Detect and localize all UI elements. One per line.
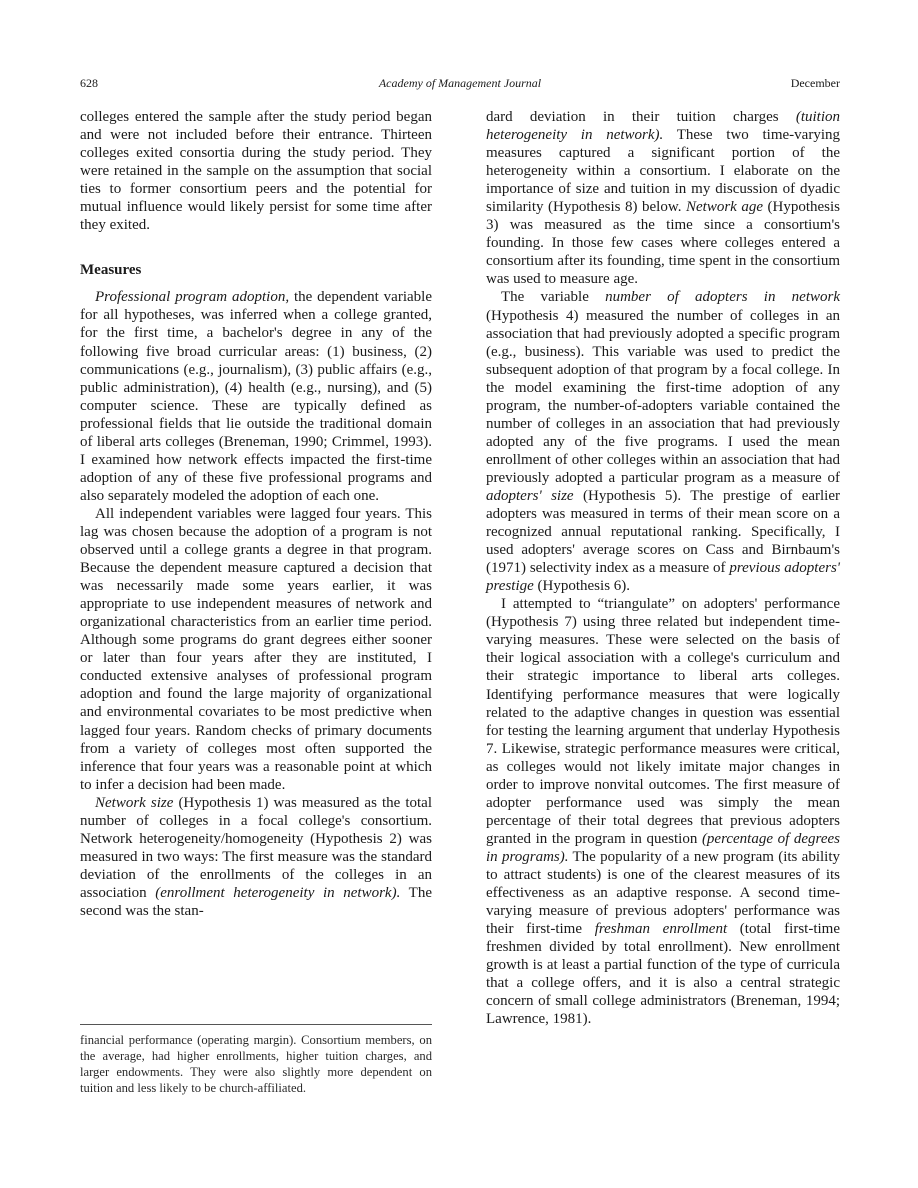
paragraph-text: the dependent variable for all hypotheses, was inferred when a college granted, for the first time, a bachelor's degree in any of the following five broad curricular areas: (1) business, (2) communications (e.g., journalism), (3) public affairs (e.g., public administration), (4) health (e.g., nursing), and (5) computer science. These are typically defined as professional fields that lie outside the traditional domain of liberal arts colleges (Breneman, 1990; Crimmel, 1993). I examined how network effects impacted the first-time adoption of any of these five professional programs and also separately modeled the adoption of each one. (80, 289, 432, 504)
term-italic: Professional program adoption, (95, 289, 290, 306)
paragraph-continuation: colleges entered the sample after the study period began and were not included before their entrance. Thirteen colleges exited consortia during the study period. They were retained in the sample on the assumption that social ties to former consortium peers and the potential for mutual influence would likely persist for some time after they exited. (80, 109, 432, 234)
paragraph-text: (Hypothesis 5). The prestige of earlier adopters was measured in terms of their mean score on a recognized annual reputational ranking. Specifically, I used adopters' average scores on Cass and Birnbaum's (1971) selectivity index as a measure of (486, 487, 840, 577)
term-italic: Network size (95, 794, 174, 811)
term-italic: Network age (685, 199, 763, 216)
paragraph-number-of-adopters (486, 288, 840, 595)
paragraph-text: These two time-varying measures captured a significant portion of the heterogeneity within a consortium. I elaborate on the importance of size and tuition in my discussion of dyadic similarity (Hypothesis 8) below. (486, 127, 840, 216)
paragraph-text: (Hypothesis 1) was measured as the total number of colleges in a focal college's consortium. Network heterogeneity/homogeneity (Hypothesis 2) was measured in two ways: The first measure was the standard deviation of the enrollments of the colleges in an association (80, 794, 432, 901)
term-italic: previous adopters' prestige (486, 560, 840, 595)
left-column (80, 108, 432, 920)
paragraph-tuition-heterogeneity (486, 108, 840, 288)
paragraph-text: (total first-time freshmen divided by total enrollment). New enrollment growth is at least a partial function of the type of curricula that a college offers, and it is also a central strategic concern of small college administrators (Breneman, 1994; Lawrence, 1981). (486, 921, 840, 1028)
term-italic: freshman enrollment (594, 921, 728, 938)
footnote-divider (80, 1024, 432, 1025)
right-column (486, 108, 840, 1028)
paragraph-text: (Hypothesis 6). (533, 578, 631, 595)
paragraph-lag: All independent variables were lagged four years. This lag was chosen because the adoption of a program is not observed until a college grants a degree in that program. Because the dependent measure captured a decision that was necessarily made some years earlier, it was appropriate to use independent measures of network and organizational characteristics from an earlier time period. Although some programs do grant degrees either sooner or later than four years after they are instituted, I conducted extensive analyses of professional program adoption and found the large majority of organizational and environmental covariates to be most predictive when lagged four years. Random checks of primary documents from a variety of colleges most often supported the inference that four years was a reasonable point at which to infer a decision had been made. (80, 505, 432, 793)
paragraph-text: (Hypothesis 3) was measured as the time since a consortium's founding. In those few cases where colleges entered a consortium after its founding, time spent in the consortium was used to measure age. (486, 199, 841, 288)
paragraph-adopter-performance (486, 595, 840, 1028)
term-italic: (percentage of degrees in programs). (486, 830, 840, 865)
paragraph-text: dard deviation in their tuition charges (486, 109, 796, 125)
paragraph-text: (Hypothesis 4) measured the number of colleges in an association that had previously adopted a specific program (e.g., business). This variable was used to predict the subsequent adoption of that program by a focal college. In the model examining the first-time adoption of any program, the number-of-adopters variable contained the number of colleges in an association that had previously adopted any of the five programs. I used the mean enrollment of other colleges within an association that had previously adopted a particular program as a measure of (486, 307, 840, 486)
paragraph-network-size (80, 794, 432, 920)
paragraph-text: I attempted to “triangulate” on adopters' performance (Hypothesis 7) using three related but independent time-varying measures. These were selected on the basis of their logical association with a college's curriculum and their strategic importance to liberal arts colleges. Identifying performance measures that were logically related to the adaptive changes in question was essential for testing the learning argument that underlay Hypothesis 7. Likewise, strategic performance measures were critical, as colleges would not likely imitate major changes in order to improve nonvital outcomes. The first measure of adopter performance used was simply the mean percentage of their total degrees that previous adopters granted in the program in question (486, 596, 840, 847)
running-header (80, 76, 840, 92)
section-heading-measures: Measures (80, 262, 142, 279)
term-italic: number of adopters in network (605, 289, 840, 306)
paragraph-text: The popularity of a new program (its ability to attract students) is one of the clearest measures of its effectiveness as an adaptive response. A second time-varying measure of previous adopters' performance was their first-time (486, 848, 840, 938)
issue-label: December (790, 76, 840, 90)
term-italic: (enrollment heterogeneity in network). (155, 884, 401, 901)
page-number: 628 (80, 76, 98, 90)
paragraph-professional-program-adoption (80, 288, 432, 505)
term-italic: (tuition heterogeneity in network). (486, 109, 840, 144)
journal-title: Academy of Management Journal (378, 76, 542, 90)
term-italic: adopters' size (486, 487, 574, 504)
footnote: financial performance (operating margin). Consortium members, on the average, had higher enrollments, higher tuition charges, and larger endowments. They were also slightly more dependent on tuition and less likely to be church-affiliated. (80, 1033, 432, 1095)
paragraph-text: The second was the stan- (80, 884, 432, 919)
paragraph-text: The variable (501, 289, 606, 306)
